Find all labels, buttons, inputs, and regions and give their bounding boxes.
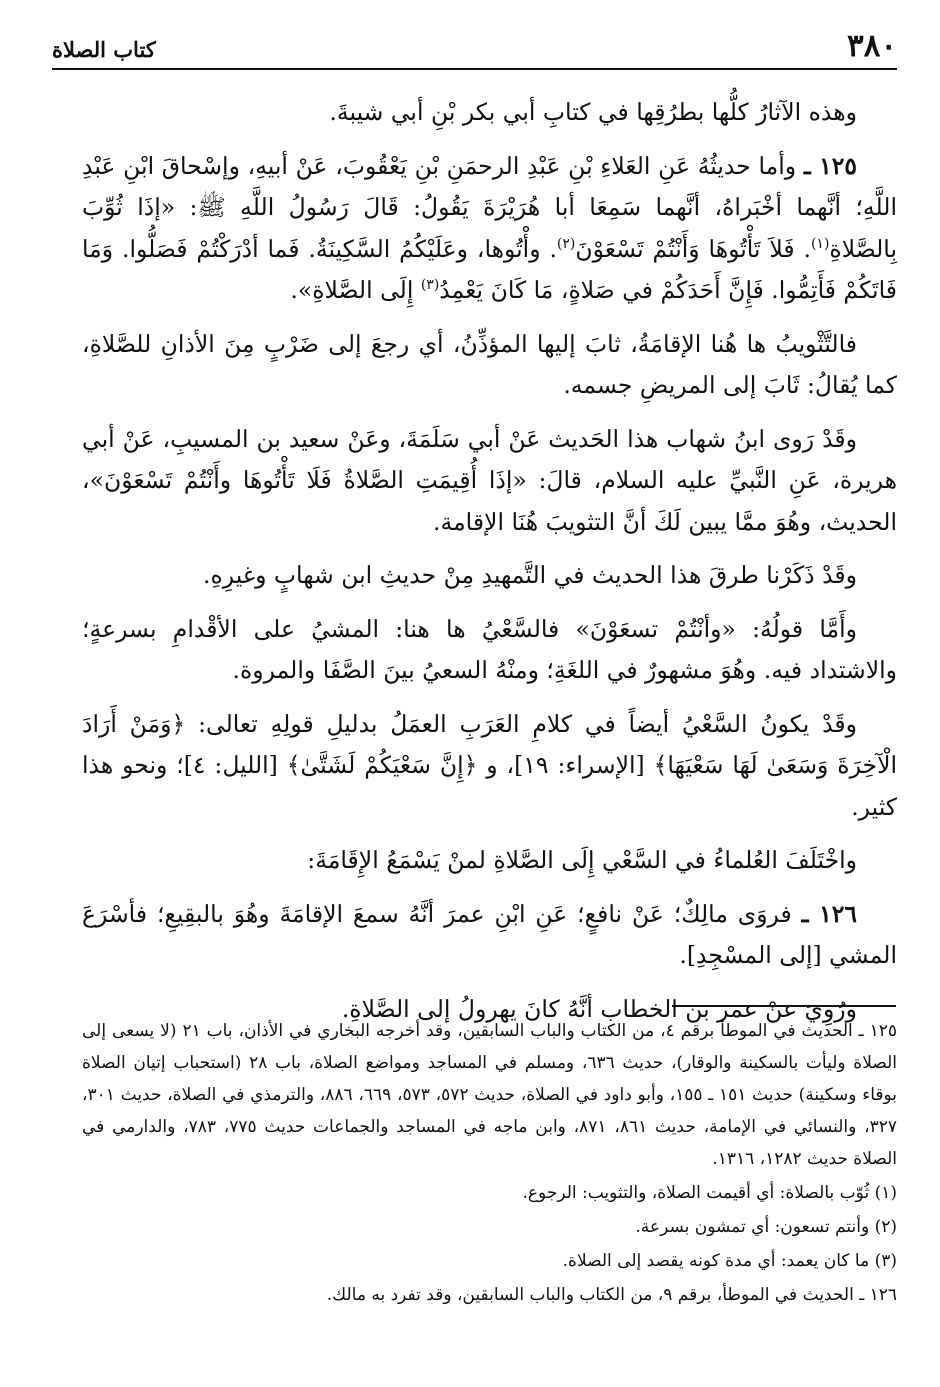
paragraph: وأَمَّا قولُهُ: «وأنْتُمْ تسعَوْنَ» فالسَّعْيُ ها هنا: المشيُ على الأقْدامِ بسرعةٍ؛ والاشتداد فيه. وهُوَ مشهورٌ في اللغَةِ؛ ومنْهُ السعيُ بينَ الصَّفَا والمروة. (82, 614, 897, 684)
footnote-ref[interactable]: (٢) (556, 235, 576, 252)
footnote-divider (672, 1005, 896, 1007)
hadith-number: ١٢٦ ـ (801, 899, 857, 928)
paragraph-text: فروَى مالِكٌ؛ عَنْ نافعٍ؛ عَنِ ابْنِ عمرَ أنَّهُ سمعَ الإقامَةَ وهُوَ بالبقِيعِ؛ فأسْرَعَ المشي [إلى المسْجِدِ]. (82, 899, 897, 969)
paragraph-text: . فَلاَ تَأْتُوهَا وَأَنْتُمْ تَسْعَوْنَ (575, 234, 811, 263)
footnote-ref[interactable]: (٣) (420, 277, 440, 294)
paragraph: ورُوِيَ عنْ عمر بن الخطاب أنَّهُ كانَ يهرولُ إلى الصَّلاةِ. (341, 994, 857, 1023)
footnote: (١) ثُوّب بالصلاة: أي أقيمت الصلاة، والتثويب: الرجوع. (522, 1183, 897, 1203)
hadith-126-paragraph (82, 894, 897, 977)
footnote: ١٢٦ ـ الحديث في الموطأ، برقم ٩، من الكتاب والباب السابقين، وقد تفرد به مالك. (326, 1285, 897, 1305)
paragraph-text: وأما حديثُهُ عَنِ العَلاءِ بْنِ عَبْدِ الرحمَنِ بْنِ يَعْقُوبَ، عَنْ أبيهِ، وإسْحاقَ ابْنِ عَبْدِ اللَّهِ؛ أنَّهما أخْبَراهُ، أنَّهما سَمِعَا أبا هُرَيْرَةَ يَقُولُ: قَالَ رَسُولُ اللَّهِ ﷺ: «إذَا ثُوِّبَ بِالصَّلاةِ (82, 151, 897, 263)
paragraph: فالتَّثْويبُ ها هُنا الإقامَةُ، ثابَ إليها المؤذِّنُ، أي رجعَ إلى ضَرْبٍ مِنَ الأذانِ للصَّلاةِ، كما يُقالُ: ثَابَ إلى المريضِ جسمه. (82, 329, 897, 399)
footnotes (82, 1015, 897, 1313)
page-number: ٣٨٠ (847, 28, 897, 64)
page-header (52, 22, 897, 70)
main-text (82, 92, 897, 1042)
footnote: (٢) وأنتم تسعون: أي تمشون بسرعة. (635, 1217, 897, 1237)
paragraph: وقَدْ رَوى ابنُ شهاب هذا الحَديث عَنْ أبي سَلَمَةَ، وعَنْ سعيد بن المسيبِ، عَنْ أبي هريرة، عَنِ النَّبيِّ عليه السلام، قالَ: «إذَا أُقِيمَتِ الصَّلاةُ فَلَا تَأْتُوهَا وأَنْتُمْ تَسْعَوْنَ»، الحديث، وهُوَ ممَّا يبين لَكَ أنَّ التثويبَ هُنَا الإقامة. (82, 424, 897, 536)
paragraph: واخْتَلَفَ العُلماءُ في السَّعْي إِلَى الصَّلاةِ لمنْ يَسْمَعُ الإِقَامَةَ: (307, 846, 857, 874)
running-title: كتاب الصلاة (52, 37, 156, 62)
hadith-125-paragraph (82, 146, 897, 312)
paragraph-text: إِلَى الصَّلاةِ». (290, 276, 421, 304)
paragraph: وقَدْ يكونُ السَّعْيُ أيضاً في كلامِ العَرَبِ العمَلُ بدليلِ قولِهِ تعالى: ﴿وَمَنْ أَرَادَ الْآخِرَةَ وَسَعَىٰ لَهَا سَعْيَهَا﴾ [الإسراء: ١٩]، و ﴿إِنَّ سَعْيَكُمْ لَشَتَّىٰ﴾ [الليل: ٤]؛ ونحو هذا كثير. (82, 709, 897, 821)
paragraph: وهذه الآثارُ كلُّها بطرُقِها في كتابِ أبي بكر بْنِ أبي شيبةَ. (329, 98, 857, 126)
footnote: ١٢٥ ـ الحديث في الموطأ برقم ٤، من الكتاب والباب السابقين، وقد أخرجه البخاري في الأذان، باب ٢١ (لا يسعى إلى الصلاة وليأت بالسكينة والوقار)، حديث ٦٣٦، ومسلم في المساجد ومواضع الصلاة، باب ٢٨ (استحباب إتيان الصلاة بوقاء وسكينة) حديث ١٥١ ـ ١٥٥، وأبو داود في الصلاة، حديث ٥٧٢، ٥٧٣، ٦٦٩، ٨٨٦، والترمذي في الصلاة، حديث ٣٠١، ٣٢٧، والنسائي في الإمامة، حديث ٨٦١، ٨٧١، وابن ماجه في المساجد والجماعات حديث ٧٧٥، ٧٨٣، والدارمي في الصلاة حديث ١٢٨٢، ١٣١٦. (82, 1021, 898, 1169)
hadith-number: ١٢٥ ـ (803, 151, 857, 180)
footnote-ref[interactable]: (١) (810, 235, 830, 252)
footnote: (٣) ما كان يعمد: أي مدة كونه يقصد إلى الصلاة. (562, 1251, 897, 1271)
paragraph: وقَدْ ذَكَرْنا طرقَ هذا الحديث في التَّمهيدِ مِنْ حديثِ ابن شهابٍ وغيرِهِ. (202, 561, 857, 589)
paragraph-text: . وأْتُوها، وعَلَيْكُمُ السَّكِينَةُ. فَما أدْرَكْتُمْ فَصَلُّوا. وَمَا فَاتَكُمْ فَأَتِمُّوا. فَإِنَّ أَحَدَكُمْ في صَلاةٍ، مَا كَانَ يَعْمِدُ (82, 234, 897, 304)
